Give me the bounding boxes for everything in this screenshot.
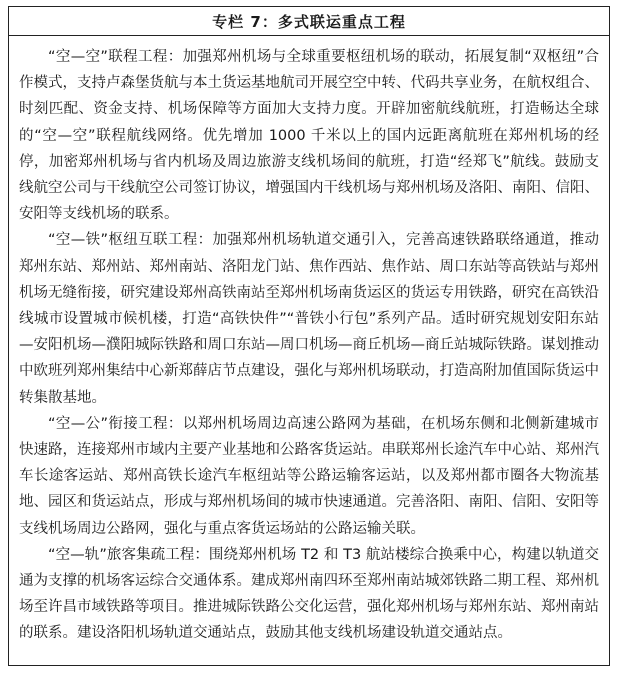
box-body — [9, 36, 609, 647]
paragraph-air-road: “空—公”衔接工程：以郑州机场周边高速公路网为基础，在机场东侧和北侧新建城市快速路，连接郑州市域内主要产业基地和公路客货运站。串联郑州长途汽车中心站、郑州汽车长途客运站、郑州高铁长途汽车枢纽站等公路运输客运站，以及郑州都市圈各大物流基地、园区和货运站点，形成与郑州机场间的城市快速通道。完善洛阳、南阳、信阳、安阳等支线机场周边公路网，强化与重点客货运场站的公路运输关联。 — [19, 415, 599, 537]
paragraph-air-rail: “空—铁”枢纽互联工程：加强郑州机场轨道交通引入，完善高速铁路联络通道，推动郑州东站、郑州站、郑州南站、洛阳龙门站、焦作西站、焦作站、周口东站等高铁站与郑州机场无缝衔接，研究建设郑州高铁南站至郑州机场南货运区的货运专用铁路，研究在高铁沿线城市设置城市候机楼，打造“高铁快件”“普铁小行包”系列产品。适时研究规划安阳东站—安阳机场—濮阳城际铁路和周口东站—周口机场—商丘机场—商丘站城际铁路。谋划推动中欧班列郑州集结中心新郑薛店节点建设，强化与郑州机场联动，打造高附加值国际货运中转集散基地。 — [19, 232, 599, 406]
box-title: 专栏 7：多式联运重点工程 — [9, 7, 609, 36]
feature-box — [8, 6, 610, 666]
paragraph-air-air: “空—空”联程工程：加强郑州机场与全球重要枢纽机场的联动，拓展复制“双枢纽”合作模式，支持卢森堡货航与本土货运基地航司开展空空中转、代码共享业务，在航权组合、时刻匹配、资金支持、机场保障等方面加大支持力度。开辟加密航线航班，打造畅达全球的“空—空”联程航线网络。优先增加 1000 千米以上的国内远距离航班在郑州机场的经停，加密郑州机场与省内机场及周边旅游支线机场间的航班，打造“经郑飞”航线。鼓励支线航空公司与干线航空公司签订协议，增强国内干线机场与郑州机场及洛阳、南阳、信阳、安阳等支线机场的联系。 — [19, 49, 599, 223]
paragraph-air-metro: “空—轨”旅客集疏工程：围绕郑州机场 T2 和 T3 航站楼综合换乘中心，构建以轨道交通为支撑的机场客运综合交通体系。建成郑州南四环至郑州南站城郊铁路二期工程、郑州机场至许昌市域铁路等项目。推进城际铁路公交化运营，强化郑州机场与郑州东站、郑州南站的联系。建设洛阳机场轨道交通站点，鼓励其他支线机场建设轨道交通站点。 — [19, 546, 599, 642]
